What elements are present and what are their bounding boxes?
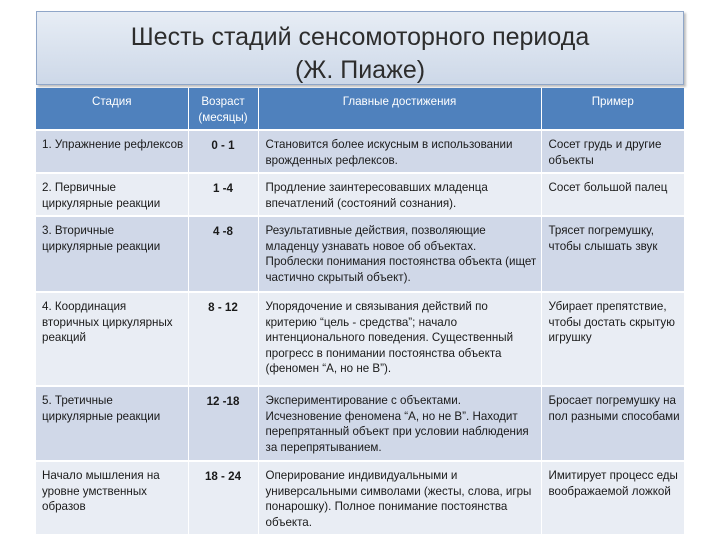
stages-table [36, 88, 684, 534]
stage-cell: 5. Третичные циркулярные реакции [36, 386, 188, 461]
achievement-cell: Экспериментирование с объектами. Исчезновение феномена “А, но не В”. Находит перепрятанный объект при условии наблюдения за перепрятыванием. [258, 386, 541, 461]
example-cell: Сосет большой палец [541, 173, 684, 216]
stage-cell: 3. Вторичные циркулярные реакции [36, 216, 188, 292]
example-cell: Сосет грудь и другие объекты [541, 130, 684, 173]
age-cell: 8 - 12 [188, 292, 258, 386]
stage-cell: 1. Упражнение рефлексов [36, 130, 188, 173]
achievement-cell: Результативные действия, позволяющие младенцу узнавать новое об объектах. Проблески понимания постоянства объекта (ищет частично скрытый объект). [258, 216, 541, 292]
age-cell: 4 -8 [188, 216, 258, 292]
header-stage: Стадия [36, 88, 188, 130]
header-example: Пример [541, 88, 684, 130]
header-age: Возраст (месяцы) [188, 88, 258, 130]
example-cell: Убирает препятствие, чтобы достать скрытую игрушку [541, 292, 684, 386]
stage-cell: 4. Координация вторичных циркулярных реакций [36, 292, 188, 386]
age-cell: 12 -18 [188, 386, 258, 461]
age-cell: 1 -4 [188, 173, 258, 216]
achievement-cell: Продление заинтересовавших младенца впечатлений (состояний сознания). [258, 173, 541, 216]
table-row [36, 173, 684, 216]
example-cell: Трясет погремушку, чтобы слышать звук [541, 216, 684, 292]
table-header-row [36, 88, 684, 130]
table-row [36, 216, 684, 292]
achievement-cell: Оперирование индивидуальными и универсальными символами (жесты, слова, игры понарошку). Полное понимание постоянства объекта. [258, 461, 541, 534]
table-row [36, 292, 684, 386]
title-line-1: Шесть стадий сенсомоторного периода [130, 23, 590, 51]
stage-cell: Начало мышления на уровне умственных образов [36, 461, 188, 534]
example-cell: Имитирует процесс еды воображаемой ложкой [541, 461, 684, 534]
stage-cell: 2. Первичные циркулярные реакции [36, 173, 188, 216]
table-row [36, 461, 684, 534]
age-cell: 18 - 24 [188, 461, 258, 534]
age-cell: 0 - 1 [188, 130, 258, 173]
header-achievements: Главные достижения [258, 88, 541, 130]
table-row [36, 386, 684, 461]
table-row [36, 130, 684, 173]
title-line-2: (Ж. Пиаже) [294, 56, 426, 84]
example-cell: Бросает погремушку на пол разными способами [541, 386, 684, 461]
achievement-cell: Становится более искусным в использовании врожденных рефлексов. [258, 130, 541, 173]
slide-title [36, 11, 684, 85]
achievement-cell: Упорядочение и связывания действий по критерию “цель - средства”; начало интенционального поведения. Существенный прогресс в понимании постоянства объекта (феномен “А, но не В”). [258, 292, 541, 386]
